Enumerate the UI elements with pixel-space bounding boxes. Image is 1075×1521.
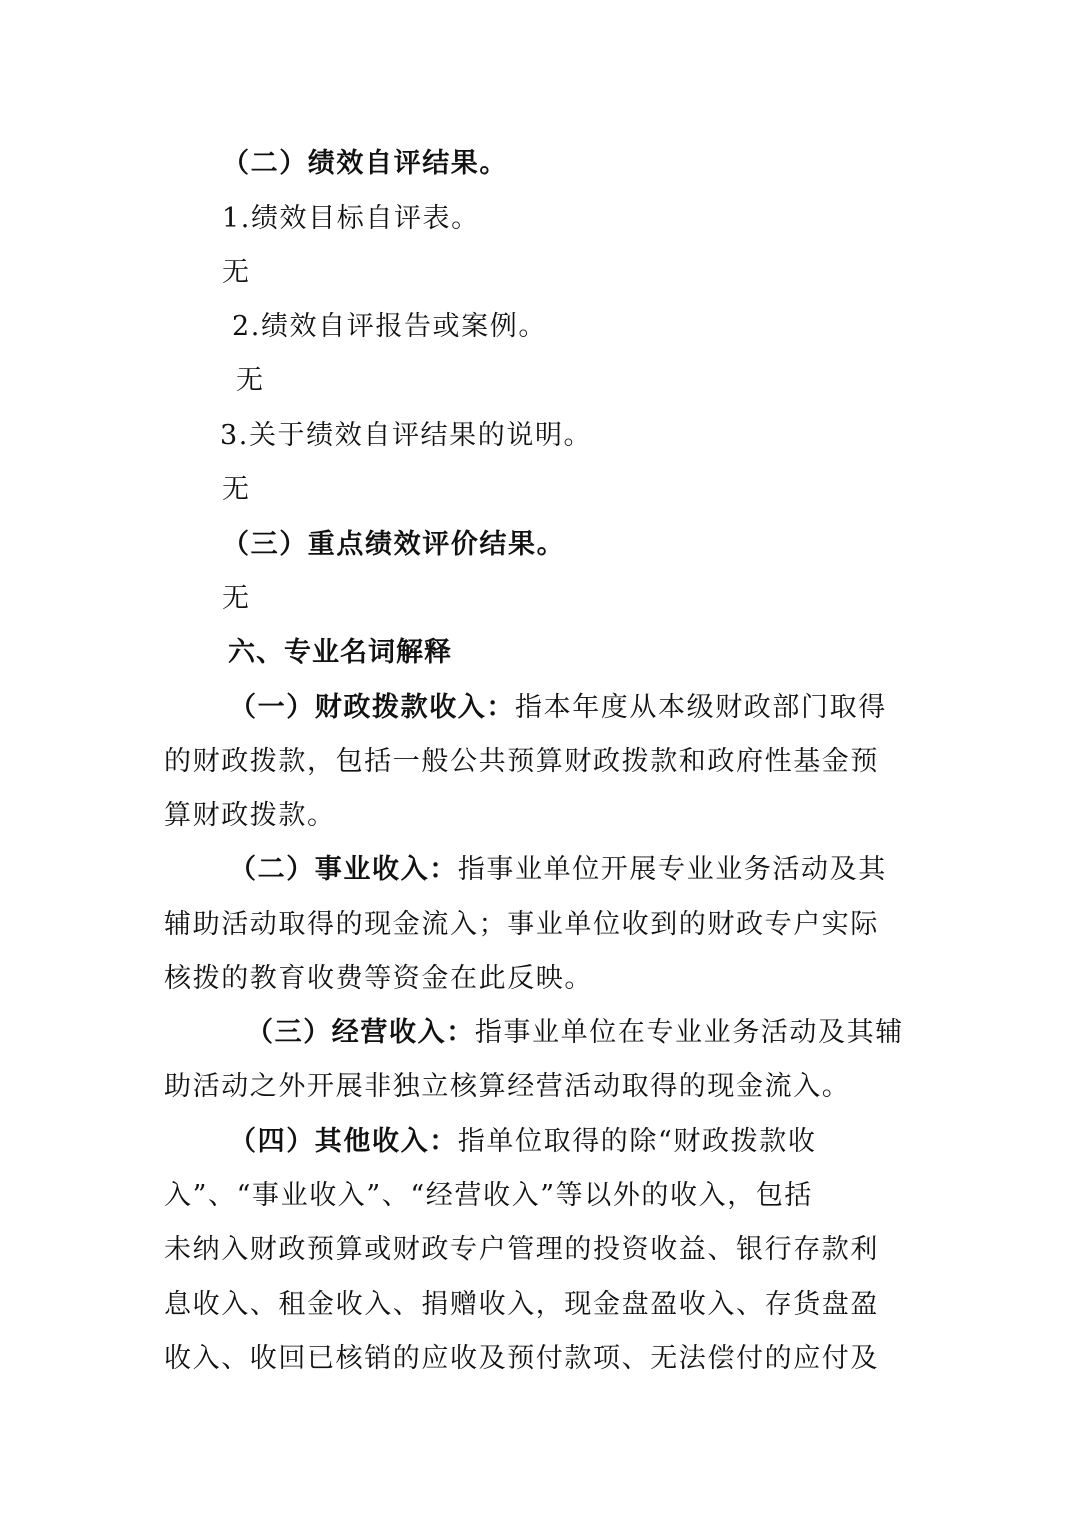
term-business-income: （二）事业收入： [229,854,458,885]
item-self-evaluation-explanation: 3.关于绩效自评结果的说明。 [220,420,593,451]
paragraph-other-income-line1 [229,1122,816,1162]
section-heading-self-evaluation: （二）绩效自评结果。 [222,148,508,179]
item-performance-target-table: 1.绩效目标自评表。 [222,203,480,234]
value-none: 无 [222,257,251,288]
item-self-evaluation-report: 2.绩效自评报告或案例。 [232,311,547,342]
definition-text: 指事业单位开展专业业务活动及其 [457,854,887,885]
paragraph-fiscal-appropriation-line3: 算财政拨款。 [164,800,336,831]
paragraph-other-income-line4: 息收入、租金收入、捐赠收入，现金盘盈收入、存货盘盈 [164,1289,879,1320]
paragraph-other-income-line5: 收入、收回已核销的应收及预付款项、无法偿付的应付及 [164,1343,879,1374]
paragraph-business-income-line1 [229,850,887,890]
term-other-income: （四）其他收入： [229,1126,458,1157]
paragraph-fiscal-appropriation-line1 [229,688,887,728]
value-none: 无 [222,474,251,505]
paragraph-operating-income-line2: 助活动之外开展非独立核算经营活动取得的现金流入。 [164,1071,851,1102]
value-none: 无 [236,365,265,396]
section-heading-glossary: 六、专业名词解释 [228,637,452,668]
value-none: 无 [222,583,251,614]
term-operating-income: （三）经营收入： [246,1017,475,1048]
paragraph-other-income-line3: 未纳入财政预算或财政专户管理的投资收益、银行存款利 [164,1234,879,1265]
definition-text: 指单位取得的除“财政拨款收 [457,1126,817,1157]
paragraph-business-income-line2: 辅助活动取得的现金流入；事业单位收到的财政专户实际 [164,909,879,940]
paragraph-business-income-line3: 核拨的教育收费等资金在此反映。 [164,963,593,994]
paragraph-other-income-line2: 入”、“事业收入”、“经营收入”等以外的收入，包括 [164,1180,814,1211]
term-fiscal-appropriation: （一）财政拨款收入： [229,692,515,723]
section-heading-key-evaluation: （三）重点绩效评价结果。 [222,529,566,560]
definition-text: 指事业单位在专业业务活动及其辅 [474,1017,904,1048]
paragraph-fiscal-appropriation-line2: 的财政拨款，包括一般公共预算财政拨款和政府性基金预 [164,746,879,777]
definition-text: 指本年度从本级财政部门取得 [515,692,887,723]
paragraph-operating-income-line1 [246,1013,904,1053]
